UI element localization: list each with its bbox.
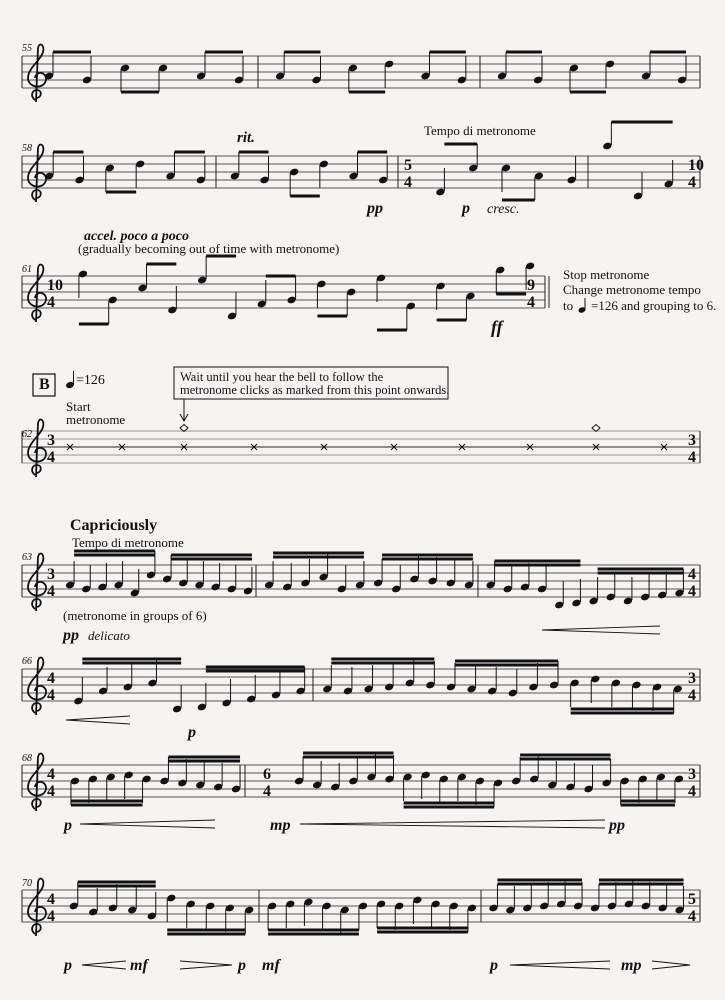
note [137,264,147,292]
time-signature-numerator: 10 [47,277,63,294]
quarter-note-glyph-tempo [65,371,75,389]
note [394,902,404,930]
dynamic-pp-3: pp [609,817,625,834]
note [98,667,108,695]
time-signature-numerator: 9 [527,277,535,294]
time-signature-numerator: 3 [688,670,696,687]
note [162,555,172,583]
time-signature-denominator: 4 [47,687,55,704]
note [652,683,662,711]
time-signature-numerator: 10 [688,157,704,174]
note [657,571,667,599]
time-signature-numerator: 3 [47,566,55,583]
dynamic-mp: mp [270,817,291,834]
note [159,757,169,785]
dynamic-p-4: p [64,957,72,974]
note [427,557,437,585]
note-layer [44,52,690,969]
tempo-di-metronome-label: Tempo di metronome [424,123,536,138]
stop-metronome-line-2: Change metronome tempo [563,282,701,297]
time-signature-numerator: 3 [688,432,696,449]
note [673,685,683,713]
decrescendo-hairpin [652,961,690,969]
note [294,757,304,785]
note [677,56,687,84]
note [358,902,368,930]
measure-number-62: 62 [22,429,32,440]
note [231,765,241,793]
note [508,669,518,697]
note [573,882,583,910]
note [590,675,600,703]
quarter-note-glyph-stop [578,298,587,314]
note [475,777,485,805]
measure-number-70: 70 [22,878,32,889]
time-signature-denominator: 4 [47,783,55,800]
note [384,60,394,88]
tempo-126: =126 [76,373,105,388]
note [321,902,331,930]
note [82,56,92,84]
crescendo-hairpin [66,716,130,724]
note [348,757,358,785]
rehearsal-mark-b: B [39,376,50,393]
time-signature-denominator: 4 [47,449,55,466]
delicato-text: delicato [88,628,130,643]
text-layer [22,43,716,974]
time-signature-denominator: 4 [688,687,696,704]
note [640,573,650,601]
note [465,292,475,320]
note [607,882,617,910]
note [97,563,107,591]
note [468,144,478,172]
dynamic-p-5: p [238,957,246,974]
crescendo-hairpin [510,961,610,969]
crescendo-text: cresc. [487,202,520,217]
note [467,904,477,932]
note [493,779,503,807]
time-signature-denominator: 4 [404,174,412,191]
time-signature-numerator: 4 [47,891,55,908]
dynamic-ff: ff [491,317,503,337]
time-signature-denominator: 4 [47,583,55,600]
accelerando-mark: accel. poco a poco [84,229,189,244]
staff-system-6 [22,658,700,715]
note [487,667,497,695]
note [197,683,207,711]
note [286,276,296,304]
note [73,677,83,705]
tempo-di-metronome-label-2: Tempo di metronome [72,535,184,550]
note [259,156,269,184]
time-signature-denominator: 4 [527,294,535,311]
time-signature-numerator: 3 [47,432,55,449]
note [406,302,416,330]
note [583,765,593,793]
note [421,771,431,799]
note [605,60,615,88]
time-signature-numerator: 5 [688,891,696,908]
note [124,771,134,799]
measure-number-61: 61 [22,264,32,275]
note [337,565,347,593]
note [88,888,98,916]
crescendo-hairpin [300,820,605,828]
note [533,56,543,84]
note [534,172,544,200]
crescendo-hairpin [542,626,660,634]
note [571,579,581,607]
groups-of-6-note: (metronome in groups of 6) [63,608,207,623]
note [246,675,256,703]
note [566,156,576,184]
crescendo-hairpin [80,820,215,828]
instruction-box-line-2: metronome clicks as marked from this point onwards. [180,383,450,397]
decrescendo-hairpin [180,961,232,969]
dynamic-pp-2: pp [63,627,79,644]
note [436,282,446,310]
note [378,156,388,184]
dynamic-mp-2: mp [621,957,642,974]
note [244,906,254,934]
note [376,274,386,302]
note [282,563,292,591]
metronome-label: metronome [66,412,126,427]
time-signature-denominator: 4 [688,783,696,800]
note [602,122,612,150]
dynamic-p-3: p [64,817,72,834]
note [166,894,176,922]
note [225,904,235,932]
note [537,565,547,593]
bell-cue [592,425,600,432]
note [69,882,79,910]
gradually-note: (gradually becoming out of time with metronome) [78,241,340,256]
note [135,160,145,188]
note [205,902,215,930]
time-signature-denominator: 4 [688,449,696,466]
note [449,902,459,930]
note [346,288,356,316]
stop-metronome-line-4: =126 and grouping to 6. [591,298,717,313]
note [391,565,401,593]
note [503,565,513,593]
note [196,156,206,184]
note [330,763,340,791]
dynamic-pp: pp [367,200,383,217]
diamond-notehead [592,425,600,432]
note [343,667,353,695]
instruction-box-line-1: Wait until you hear the bell to follow the [180,370,384,384]
note [210,563,220,591]
time-signature-numerator: 6 [263,766,271,783]
time-signature-denominator: 4 [263,783,271,800]
time-signature-numerator: 4 [47,670,55,687]
note [554,581,564,609]
note [234,56,244,84]
time-signature-numerator: 4 [688,566,696,583]
note [227,292,237,320]
note [511,757,521,785]
note [539,882,549,910]
note [81,565,91,593]
note [267,902,277,930]
note [289,168,299,196]
dynamic-mf-2: mf [262,957,280,974]
time-signature-denominator: 4 [688,908,696,925]
note [311,56,321,84]
time-signature-denominator: 4 [47,908,55,925]
note [108,296,118,324]
time-signature-denominator: 4 [47,294,55,311]
note [384,755,394,783]
measure-number-58: 58 [22,143,32,154]
note [197,256,207,284]
note [565,763,575,791]
measure-number-55: 55 [22,43,32,54]
time-signature-numerator: 3 [688,766,696,783]
time-signature-denominator: 4 [688,583,696,600]
stop-metronome-line-3: to [563,298,574,313]
dynamic-mf: mf [130,957,148,974]
note [641,882,651,910]
crescendo-hairpin [82,961,126,969]
time-signature-numerator: 5 [404,157,412,174]
dynamic-p: p [462,200,470,217]
note [319,160,329,188]
note [412,896,422,924]
diamond-notehead [180,425,188,432]
note [606,573,616,601]
time-signature-denominator: 4 [688,174,696,191]
note [457,56,467,84]
note [227,565,237,593]
note [172,685,182,713]
measure-number-66: 66 [22,656,32,667]
note [425,661,435,689]
capriciously-heading: Capriciously [70,517,158,534]
note [520,563,530,591]
start-label: Start [66,399,91,414]
ritardando-mark: rit. [237,130,255,146]
note [74,156,84,184]
note [631,681,641,709]
note [633,172,643,200]
stop-metronome-line-1: Stop metronome [563,267,650,282]
measure-number-68: 68 [22,753,32,764]
bell-cue [180,425,188,432]
note [495,266,505,294]
dynamic-p-2: p [188,724,196,741]
measure-number-63: 63 [22,552,32,563]
note [213,763,223,791]
note [316,280,326,308]
dynamic-p-6: p [490,957,498,974]
time-signature-numerator: 4 [47,766,55,783]
